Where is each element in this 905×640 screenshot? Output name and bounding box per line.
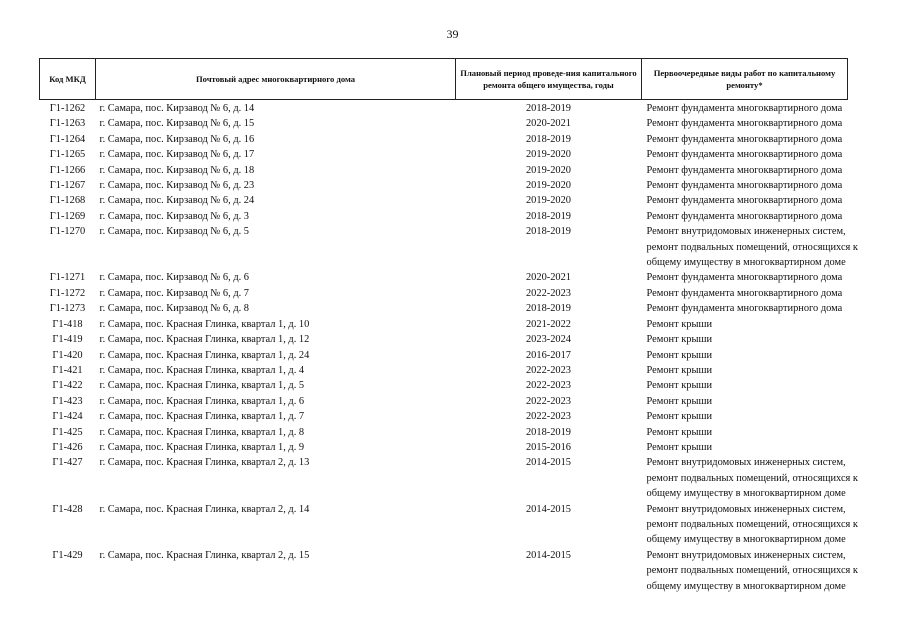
mkd-code: Г1-424 xyxy=(52,411,83,423)
table-row xyxy=(40,502,848,548)
mkd-code: Г1-428 xyxy=(52,503,83,515)
table-row xyxy=(40,394,848,409)
capital-repair-table xyxy=(39,58,858,594)
priority-works xyxy=(642,147,848,162)
works-line: Ремонт фундамента многоквартирного дома xyxy=(646,303,843,315)
postal-address: г. Самара, пос. Кирзавод № 6, д. 3 xyxy=(99,210,249,222)
planned-period: 2018-2019 xyxy=(525,210,572,222)
works-line: Ремонт фундамента многоквартирного дома xyxy=(646,210,843,222)
planned-period: 2018-2019 xyxy=(525,103,572,114)
priority-works xyxy=(642,425,848,440)
table-row xyxy=(40,378,848,393)
mkd-code: Г1-420 xyxy=(52,349,83,361)
works-line: Ремонт фундамента многоквартирного дома xyxy=(646,272,843,284)
priority-works xyxy=(642,163,848,178)
works-line: ремонт подвальных помещений, относящихся к xyxy=(646,565,858,577)
table-row xyxy=(40,425,848,440)
postal-address: г. Самара, пос. Кирзавод № 6, д. 8 xyxy=(99,303,249,315)
table-row xyxy=(40,178,848,193)
mkd-code: Г1-1269 xyxy=(49,210,86,222)
mkd-code: Г1-425 xyxy=(52,426,83,438)
table-row xyxy=(40,209,848,224)
table-row xyxy=(40,409,848,424)
postal-address: г. Самара, пос. Кирзавод № 6, д. 14 xyxy=(99,103,255,114)
postal-address: г. Самара, пос. Красная Глинка, квартал 1, д. 9 xyxy=(99,441,305,453)
postal-address: г. Самара, пос. Красная Глинка, квартал 1, д. 5 xyxy=(99,380,305,392)
priority-works xyxy=(642,100,848,117)
works-line: Ремонт фундамента многоквартирного дома xyxy=(646,180,843,192)
postal-address: г. Самара, пос. Красная Глинка, квартал 1, д. 12 xyxy=(99,334,310,346)
works-line: Ремонт внутридомовых инженерных систем, xyxy=(646,549,846,561)
works-line: Ремонт фундамента многоквартирного дома xyxy=(646,133,843,145)
postal-address: г. Самара, пос. Кирзавод № 6, д. 23 xyxy=(99,180,255,192)
mkd-code: Г1-1268 xyxy=(49,195,86,207)
header-period: Плановый период проведе-ния капитального ремонта общего имущества, годы xyxy=(456,59,642,100)
postal-address: г. Самара, пос. Кирзавод № 6, д. 17 xyxy=(99,149,255,161)
mkd-code: Г1-1263 xyxy=(49,118,86,130)
postal-address: г. Самара, пос. Кирзавод № 6, д. 16 xyxy=(99,133,255,145)
table-row xyxy=(40,270,848,285)
works-line: ремонт подвальных помещений, относящихся к xyxy=(646,472,858,484)
planned-period: 2022-2023 xyxy=(525,287,572,299)
table-row xyxy=(40,286,848,301)
priority-works xyxy=(642,224,858,270)
works-line: Ремонт крыши xyxy=(646,364,713,376)
postal-address: г. Самара, пос. Кирзавод № 6, д. 6 xyxy=(99,272,249,284)
postal-address: г. Самара, пос. Красная Глинка, квартал 1, д. 10 xyxy=(99,318,310,330)
table-row xyxy=(40,100,848,117)
postal-address: г. Самара, пос. Кирзавод № 6, д. 15 xyxy=(99,118,255,130)
works-line: Ремонт крыши xyxy=(646,395,713,407)
mkd-code: Г1-1273 xyxy=(49,303,86,315)
table-header xyxy=(40,59,848,100)
priority-works xyxy=(642,363,848,378)
table-row xyxy=(40,224,848,270)
mkd-code: Г1-426 xyxy=(52,441,83,453)
planned-period: 2014-2015 xyxy=(525,503,572,515)
planned-period: 2018-2019 xyxy=(525,426,572,438)
works-line: Ремонт крыши xyxy=(646,411,713,423)
planned-period: 2019-2020 xyxy=(525,180,572,192)
header-address: Почтовый адрес многоквартирного дома xyxy=(96,59,456,100)
priority-works xyxy=(642,270,848,285)
postal-address: г. Самара, пос. Красная Глинка, квартал 1, д. 7 xyxy=(99,411,305,423)
postal-address: г. Самара, пос. Кирзавод № 6, д. 18 xyxy=(99,164,255,176)
mkd-code: Г1-1265 xyxy=(49,149,86,161)
header-row xyxy=(40,59,848,100)
mkd-code: Г1-421 xyxy=(52,364,83,376)
works-line: Ремонт внутридомовых инженерных систем, xyxy=(646,226,846,238)
priority-works xyxy=(642,502,858,548)
mkd-code: Г1-1266 xyxy=(49,164,86,176)
postal-address: г. Самара, пос. Красная Глинка, квартал 2, д. 15 xyxy=(99,549,310,561)
postal-address: г. Самара, пос. Красная Глинка, квартал 1, д. 6 xyxy=(99,395,305,407)
page-number: 39 xyxy=(446,27,459,41)
priority-works xyxy=(642,132,848,147)
mkd-code: Г1-1262 xyxy=(49,103,86,114)
planned-period: 2019-2020 xyxy=(525,164,572,176)
works-line: общему имуществу в многоквартирном доме xyxy=(646,488,846,500)
mkd-code: Г1-1264 xyxy=(49,133,86,145)
table-row xyxy=(40,440,848,455)
header-works: Первоочередные виды работ по капитальному ремонту* xyxy=(642,59,848,100)
table-row xyxy=(40,116,848,131)
works-line: общему имуществу в многоквартирном доме xyxy=(646,257,846,269)
table-row xyxy=(40,317,848,332)
table-row xyxy=(40,548,848,594)
works-line: Ремонт фундамента многоквартирного дома xyxy=(646,195,843,207)
works-line: общему имуществу в многоквартирном доме xyxy=(646,534,846,546)
postal-address: г. Самара, пос. Красная Глинка, квартал 2, д. 13 xyxy=(99,457,310,469)
planned-period: 2014-2015 xyxy=(525,457,572,469)
works-line: Ремонт крыши xyxy=(646,318,713,330)
priority-works xyxy=(642,286,848,301)
mkd-code: Г1-423 xyxy=(52,395,83,407)
planned-period: 2019-2020 xyxy=(525,149,572,161)
mkd-code: Г1-422 xyxy=(52,380,83,392)
planned-period: 2022-2023 xyxy=(525,395,572,407)
table-row xyxy=(40,332,848,347)
works-line: Ремонт крыши xyxy=(646,426,713,438)
planned-period: 2018-2019 xyxy=(525,133,572,145)
works-line: Ремонт внутридомовых инженерных систем, xyxy=(646,503,846,515)
priority-works xyxy=(642,332,848,347)
works-line: Ремонт крыши xyxy=(646,380,713,392)
priority-works xyxy=(642,193,848,208)
works-line: общему имуществу в многоквартирном доме xyxy=(646,580,846,592)
works-line: Ремонт фундамента многоквартирного дома xyxy=(646,287,843,299)
planned-period: 2020-2021 xyxy=(525,118,572,130)
planned-period: 2014-2015 xyxy=(525,549,572,561)
postal-address: г. Самара, пос. Кирзавод № 6, д. 7 xyxy=(99,287,249,299)
planned-period: 2021-2022 xyxy=(525,318,572,330)
planned-period: 2018-2019 xyxy=(525,303,572,315)
postal-address: г. Самара, пос. Красная Глинка, квартал 2, д. 14 xyxy=(99,503,310,515)
priority-works xyxy=(642,455,858,501)
mkd-code: Г1-1267 xyxy=(49,180,86,192)
postal-address: г. Самара, пос. Красная Глинка, квартал 1, д. 8 xyxy=(99,426,305,438)
priority-works xyxy=(642,394,848,409)
table-row xyxy=(40,147,848,162)
priority-works xyxy=(642,348,848,363)
mkd-code: Г1-1272 xyxy=(49,287,86,299)
mkd-code: Г1-1271 xyxy=(49,272,86,284)
priority-works xyxy=(642,548,858,594)
priority-works xyxy=(642,209,848,224)
postal-address: г. Самара, пос. Красная Глинка, квартал 1, д. 4 xyxy=(99,364,305,376)
priority-works xyxy=(642,178,848,193)
planned-period: 2018-2019 xyxy=(525,226,572,238)
works-line: Ремонт фундамента многоквартирного дома xyxy=(646,118,843,130)
priority-works xyxy=(642,317,848,332)
header-code: Код МКД xyxy=(40,59,96,100)
table-row xyxy=(40,301,848,316)
works-line: ремонт подвальных помещений, относящихся к xyxy=(646,241,858,253)
priority-works xyxy=(642,301,848,316)
table-row xyxy=(40,455,848,501)
mkd-code: Г1-419 xyxy=(52,334,83,346)
priority-works xyxy=(642,116,848,131)
mkd-code: Г1-1270 xyxy=(49,226,86,238)
planned-period: 2023-2024 xyxy=(525,334,572,346)
postal-address: г. Самара, пос. Красная Глинка, квартал 1, д. 24 xyxy=(99,349,310,361)
mkd-code: Г1-427 xyxy=(52,457,83,469)
mkd-code: Г1-429 xyxy=(52,549,83,561)
table-row xyxy=(40,163,848,178)
planned-period: 2020-2021 xyxy=(525,272,572,284)
table-row xyxy=(40,348,848,363)
works-line: Ремонт фундамента многоквартирного дома xyxy=(646,149,843,161)
works-line: Ремонт крыши xyxy=(646,334,713,346)
works-line: Ремонт фундамента многоквартирного дома xyxy=(646,164,843,176)
table-row xyxy=(40,363,848,378)
priority-works xyxy=(642,409,848,424)
table-row xyxy=(40,193,848,208)
planned-period: 2022-2023 xyxy=(525,380,572,392)
works-line: Ремонт крыши xyxy=(646,441,713,453)
postal-address: г. Самара, пос. Кирзавод № 6, д. 5 xyxy=(99,226,249,238)
planned-period: 2022-2023 xyxy=(525,364,572,376)
table-row xyxy=(40,132,848,147)
planned-period: 2015-2016 xyxy=(525,441,572,453)
works-line: ремонт подвальных помещений, относящихся к xyxy=(646,518,858,530)
table-body xyxy=(40,100,858,595)
priority-works xyxy=(642,378,848,393)
planned-period: 2022-2023 xyxy=(525,411,572,423)
works-line: Ремонт фундамента многоквартирного дома xyxy=(646,103,843,114)
planned-period: 2016-2017 xyxy=(525,349,572,361)
mkd-code: Г1-418 xyxy=(52,318,83,330)
planned-period: 2019-2020 xyxy=(525,195,572,207)
priority-works xyxy=(642,440,848,455)
works-line: Ремонт внутридомовых инженерных систем, xyxy=(646,457,846,469)
works-line: Ремонт крыши xyxy=(646,349,713,361)
postal-address: г. Самара, пос. Кирзавод № 6, д. 24 xyxy=(99,195,255,207)
